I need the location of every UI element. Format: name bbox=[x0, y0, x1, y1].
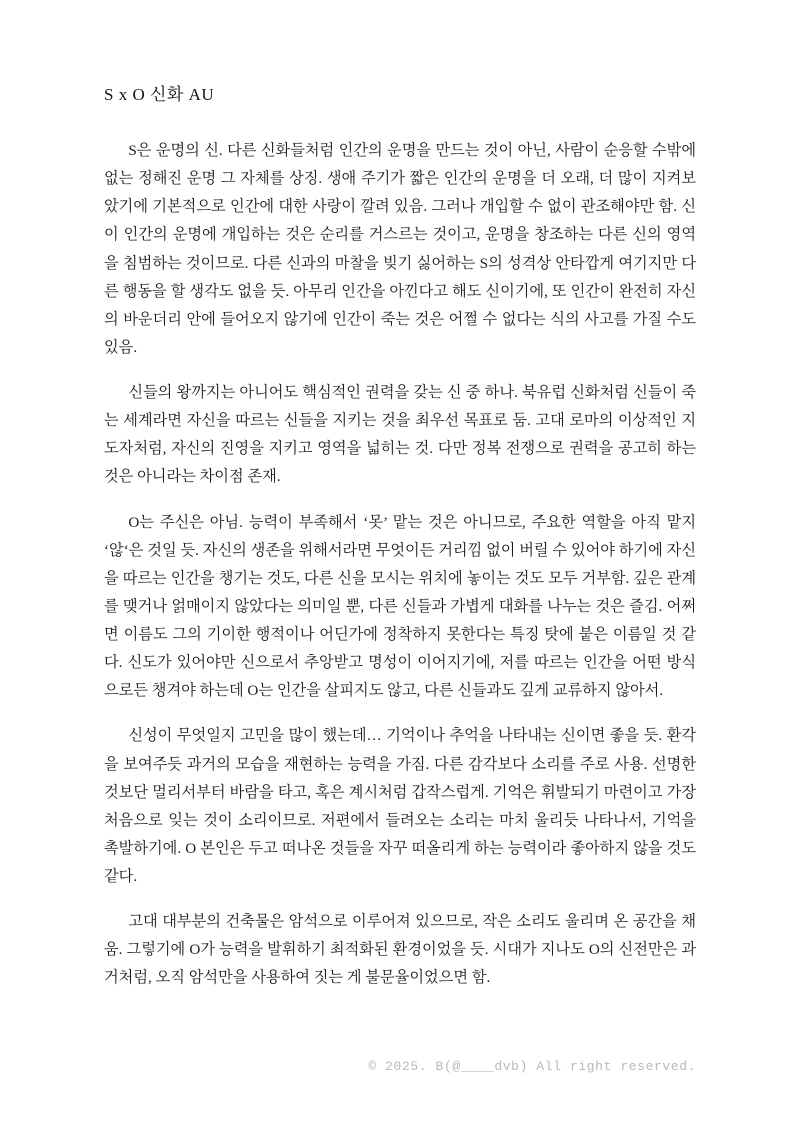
page-title: S x O 신화 AU bbox=[104, 85, 215, 104]
paragraph: S은 운명의 신. 다른 신화들처럼 인간의 운명을 만드는 것이 아닌, 사람이 순응할 수밖에 없는 정해진 운명 그 자체를 상징. 생애 주기가 짧은 인간의 운명을 더 오래, 더 많이 지켜보았기에 기본적으로 인간에 대한 사랑이 깔려 있음. 그러나 개입할 수 없이 관조해야만 함. 신이 인간의 운명에 개입하는 것은 순리를 거스르는 것이고, 운명을 창조하는 다른 신의 영역을 침범하는 것이므로. 다른 신과의 마찰을 빚기 싫어하는 S의 성격상 안타깝게 여기지만 다른 행동을 할 생각도 없을 듯. 아무리 인간을 아낀다고 해도 신이기에, 또 인간이 완전히 자신의 바운더리 안에 들어오지 않기에 인간이 죽는 것은 어쩔 수 없다는 식의 사고를 가질 수도 있음. bbox=[104, 142, 696, 356]
paragraph: 고대 대부분의 건축물은 암석으로 이루어져 있으므로, 작은 소리도 울리며 온 공간을 채움. 그렇기에 O가 능력을 발휘하기 최적화된 환경이었을 듯. 시대가 지나도 O의 신전만은 과거처럼, 오직 암석만을 사용하여 짓는 게 불문율이었으면 함. bbox=[104, 913, 696, 987]
document-body bbox=[104, 137, 696, 993]
paragraph: O는 주신은 아님. 능력이 부족해서 ‘못’ 맡는 것은 아니므로, 주요한 역할을 아직 맡지 ‘않‘은 것일 듯. 자신의 생존을 위해서라면 무엇이든 거리낌 없이 버릴 수 있어야 하기에 자신을 따르는 인간을 챙기는 것도, 다른 신을 모시는 위치에 놓이는 것도 모두 거부함. 깊은 관계를 맺거나 얽매이지 않았다는 의미일 뿐, 다른 신들과 가볍게 대화를 나누는 것은 즐김. 어쩌면 이름도 그의 기이한 행적이나 어딘가에 정착하지 못한다는 특징 탓에 붙은 이름일 것 같다. 신도가 있어야만 신으로서 추앙받고 명성이 이어지기에, 저를 따르는 인간을 어떤 방식으로든 챙겨야 하는데 O는 인간을 살피지도 않고, 다른 신들과도 깊게 교류하지 않아서. bbox=[104, 513, 696, 700]
copyright-footer: © 2025. B(@____dvb) All right reserved. bbox=[368, 1059, 696, 1074]
paragraph: 신들의 왕까지는 아니어도 핵심적인 권력을 갖는 신 중 하나. 북유럽 신화처럼 신들이 죽는 세계라면 자신을 따르는 신들을 지키는 것을 최우선 목표로 둠. 고대 로마의 이상적인 지도자처럼, 자신의 진영을 지키고 영역을 넓히는 것. 다만 정복 전쟁으로 권력을 공고히 하는 것은 아니라는 차이점 존재. bbox=[104, 384, 696, 486]
paragraph: 신성이 무엇일지 고민을 많이 했는데… 기억이나 추억을 나타내는 신이면 좋을 듯. 환각을 보여주듯 과거의 모습을 재현하는 능력을 가짐. 다른 감각보다 소리를 주로 사용. 선명한 것보단 멀리서부터 바람을 타고, 혹은 계시처럼 갑작스럽게. 기억은 휘발되기 마련이고 가장 처음으로 잊는 것이 소리이므로. 저편에서 들려오는 소리는 마치 울리듯 나타나서, 기억을 촉발하기에. O 본인은 두고 떠나온 것들을 자꾸 떠올리게 하는 능력이라 좋아하지 않을 것도 같다. bbox=[104, 727, 696, 885]
